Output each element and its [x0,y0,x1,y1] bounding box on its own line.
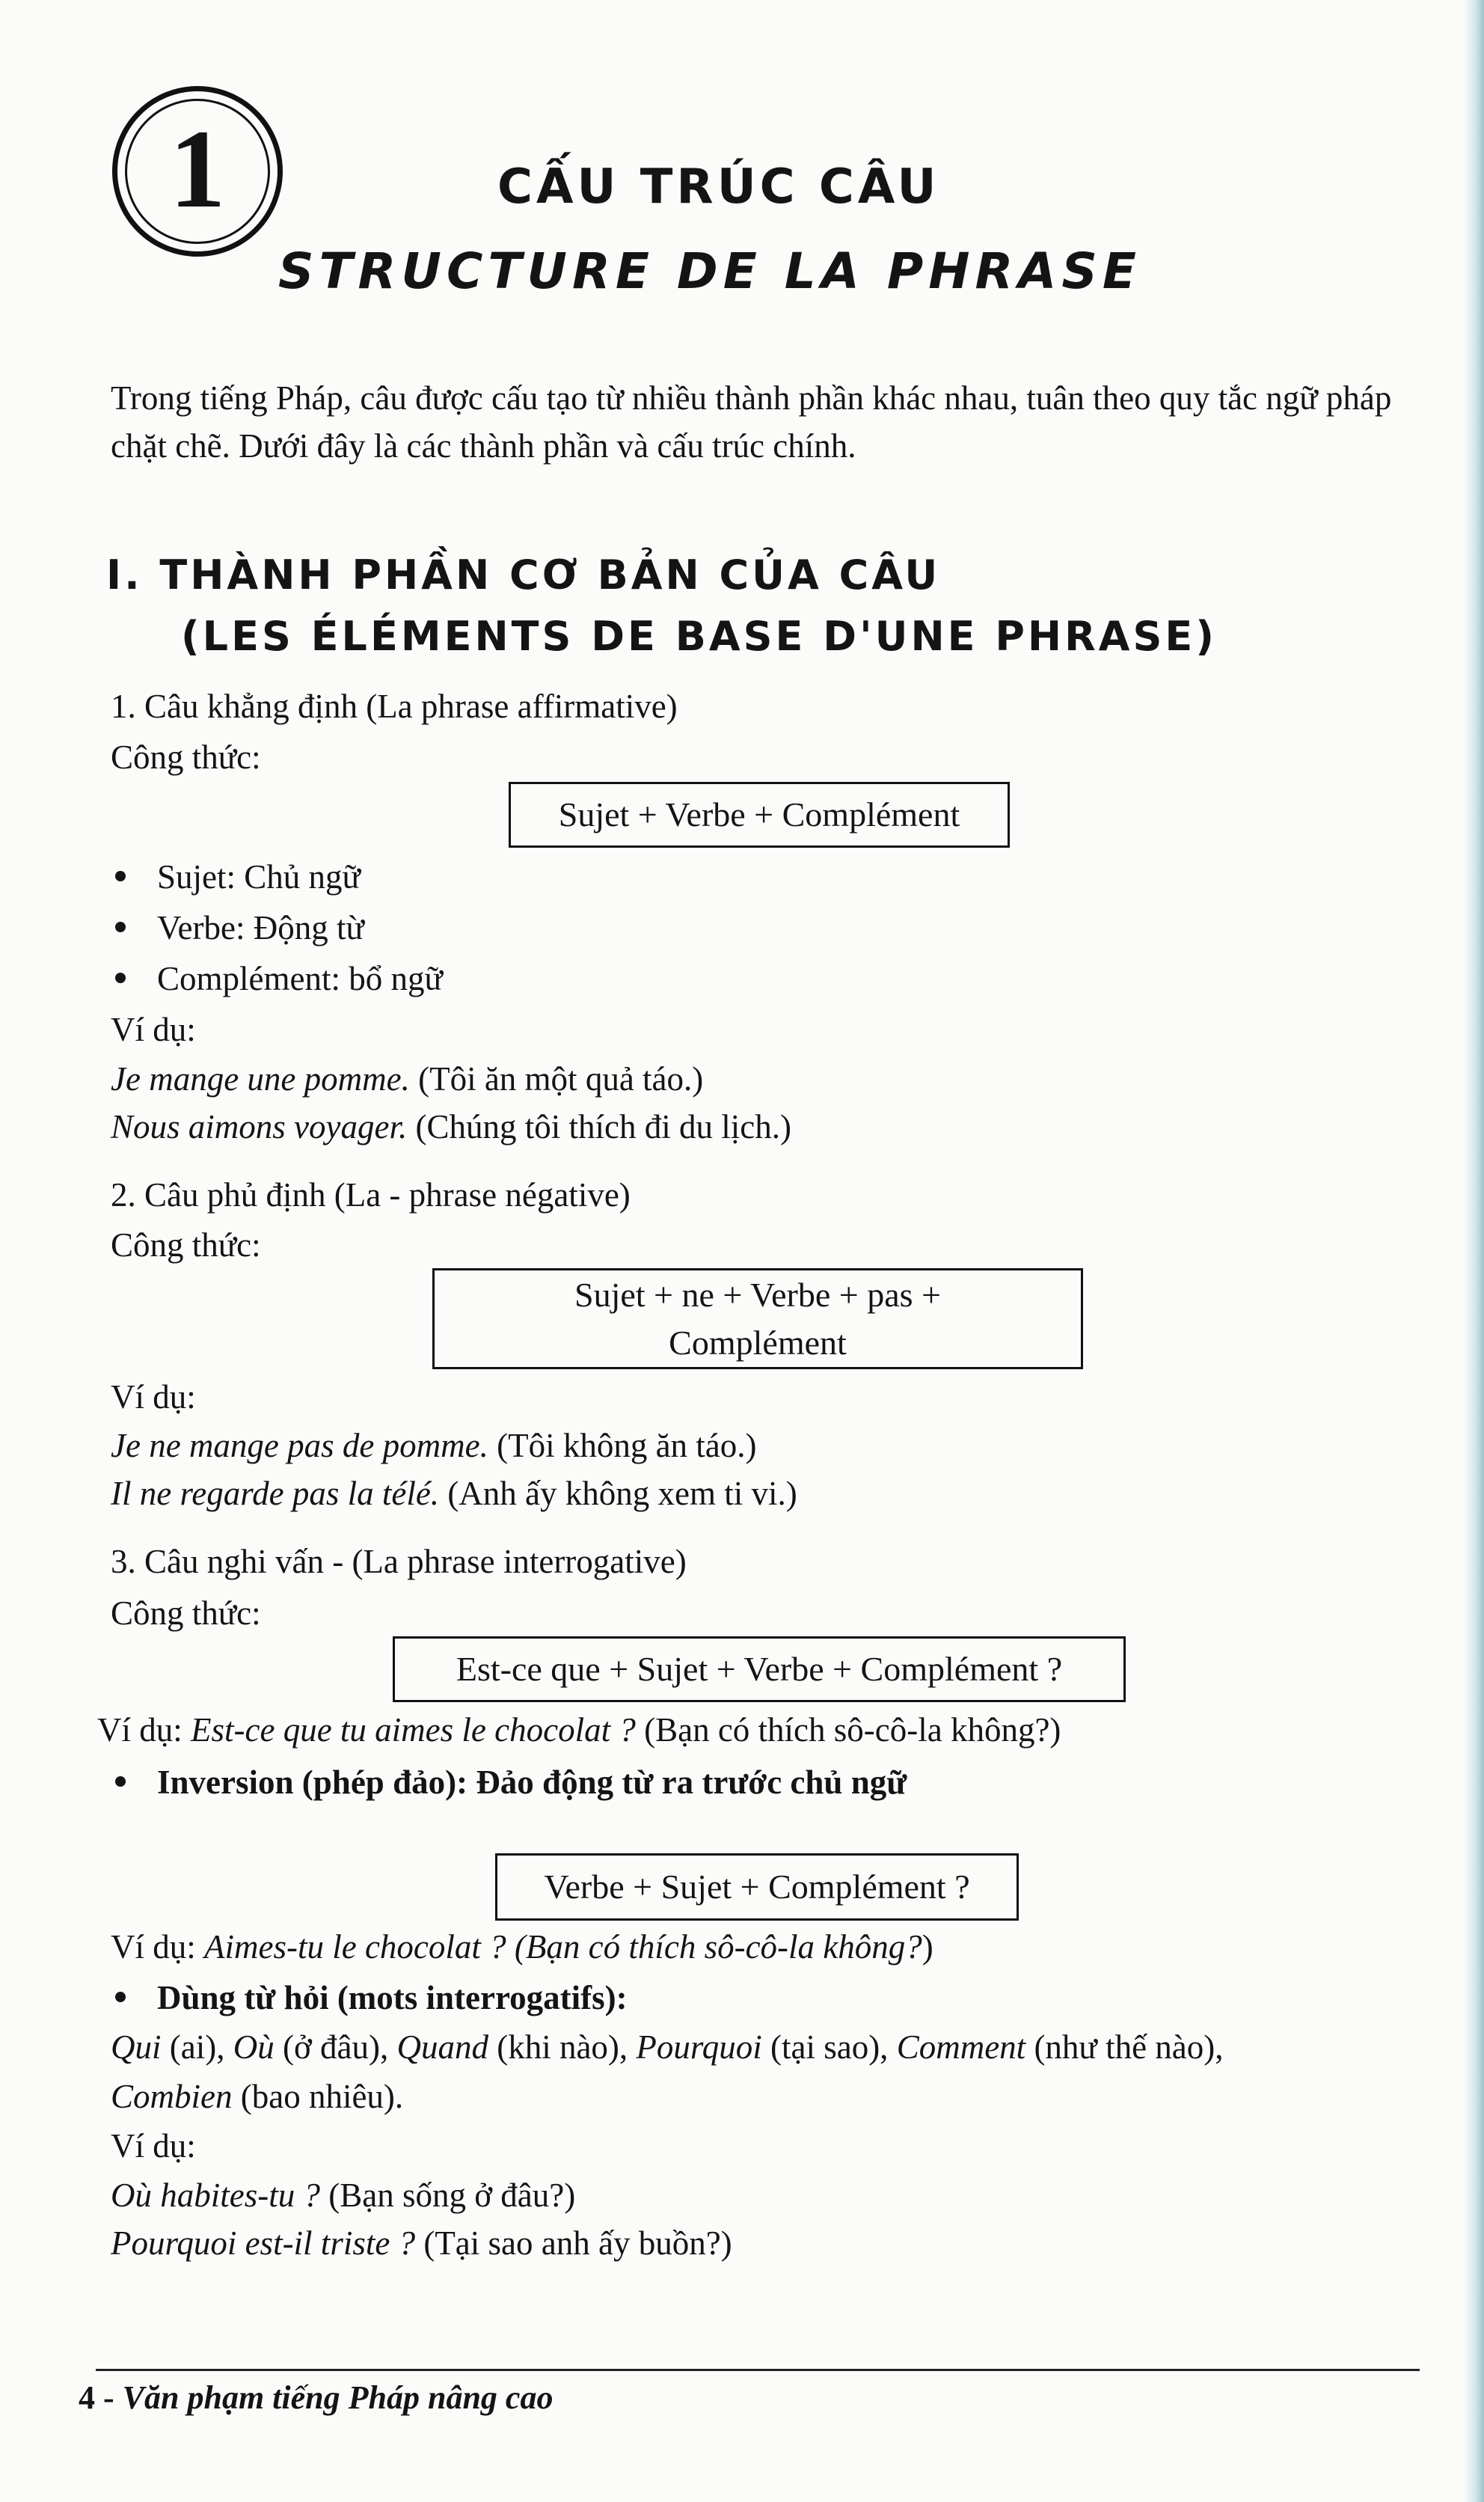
example-line: Je mange une pomme. (Tôi ăn một quả táo.) [111,1060,704,1098]
example-line: Nous aimons voyager. (Chúng tôi thích đi du lịch.) [111,1108,791,1146]
question-words-line: Combien (bao nhiêu). [111,2078,404,2115]
intro-paragraph: Trong tiếng Pháp, câu được cấu tạo từ nhiều thành phần khác nhau, tuân theo quy tắc ngữ pháp chặt chẽ. Dưới đây là các thành phần và cấu trúc chính. [111,379,1392,465]
bullet-item: Sujet: Chủ ngữ [157,860,361,894]
bullet-item: Inversion (phép đảo): Đảo động từ ra trước chủ ngữ [157,1766,907,1799]
interrogative-formula-label: Công thức: [111,1594,261,1632]
negative-heading: 2. Câu phủ định (La - phrase négative) [111,1176,631,1214]
affirmative-formula-label: Công thức: [111,738,261,776]
page-number: 4 - [79,2379,123,2416]
bullet-dot [115,1992,126,2002]
negative-formula-line1: Sujet + ne + Verbe + pas + [574,1275,941,1314]
negative-formula-label: Công thức: [111,1226,261,1264]
chapter-number-badge [112,86,283,257]
interrogative-heading: 3. Câu nghi vấn - (La phrase interrogative) [111,1543,687,1580]
bullet-dot [115,1776,126,1787]
bullet-dot [115,871,126,881]
example-label: Ví dụ: [111,1378,196,1416]
bullet-item: Verbe: Động từ [157,911,364,945]
inversion-formula-box: Verbe + Sujet + Complément ? [495,1853,1019,1921]
example-line: Je ne mange pas de pomme. (Tôi không ăn táo.) [111,1427,757,1464]
example-label: Ví dụ: [111,1011,196,1048]
bullet-item: Dùng từ hỏi (mots interrogatifs): [157,1981,628,2015]
example-line: Il ne regarde pas la télé. (Anh ấy không xem ti vi.) [111,1475,797,1512]
bullet-dot [115,973,126,983]
bullet-item: Complément: bổ ngữ [157,962,443,996]
section-title-line1: I. THÀNH PHẦN CƠ BẢN CỦA CÂU [106,551,941,599]
example-line: Où habites-tu ? (Bạn sống ở đâu?) [111,2177,576,2214]
section-title-line2: (LES ÉLÉMENTS DE BASE D'UNE PHRASE) [181,613,1217,660]
negative-formula-box [432,1268,1083,1369]
bullet-dot [115,922,126,932]
chapter-title-vietnamese: CẤU TRÚC CÂU [497,159,940,215]
example-line: Ví dụ: Est-ce que tu aimes le chocolat ? (Bạn có thích sô-cô-la không?) [97,1711,1061,1749]
example-line: Pourquoi est-il triste ? (Tại sao anh ấy buồn?) [111,2224,732,2262]
book-title: Văn phạm tiếng Pháp nâng cao [122,2379,554,2416]
affirmative-heading: 1. Câu khẳng định (La phrase affirmative) [111,688,678,725]
interrogative-formula-box: Est-ce que + Sujet + Verbe + Complément ? [393,1636,1126,1702]
example-label: Ví dụ: [111,2127,196,2165]
question-words-line: Qui (ai), Où (ở đâu), Quand (khi nào), Pourquoi (tại sao), Comment (như thế nào), [111,2028,1224,2066]
chapter-number: 1 [169,107,226,231]
footer-rule [96,2369,1420,2371]
page-footer [79,2379,554,2416]
negative-formula-line2: Complément [669,1323,847,1362]
affirmative-formula-box: Sujet + Verbe + Complément [509,782,1010,848]
example-line: Ví dụ: Aimes-tu le chocolat ? (Bạn có thích sô-cô-la không?) [111,1928,933,1966]
page-edge [1465,0,1484,2502]
chapter-title-french: STRUCTURE DE LA PHRASE [278,242,1141,300]
